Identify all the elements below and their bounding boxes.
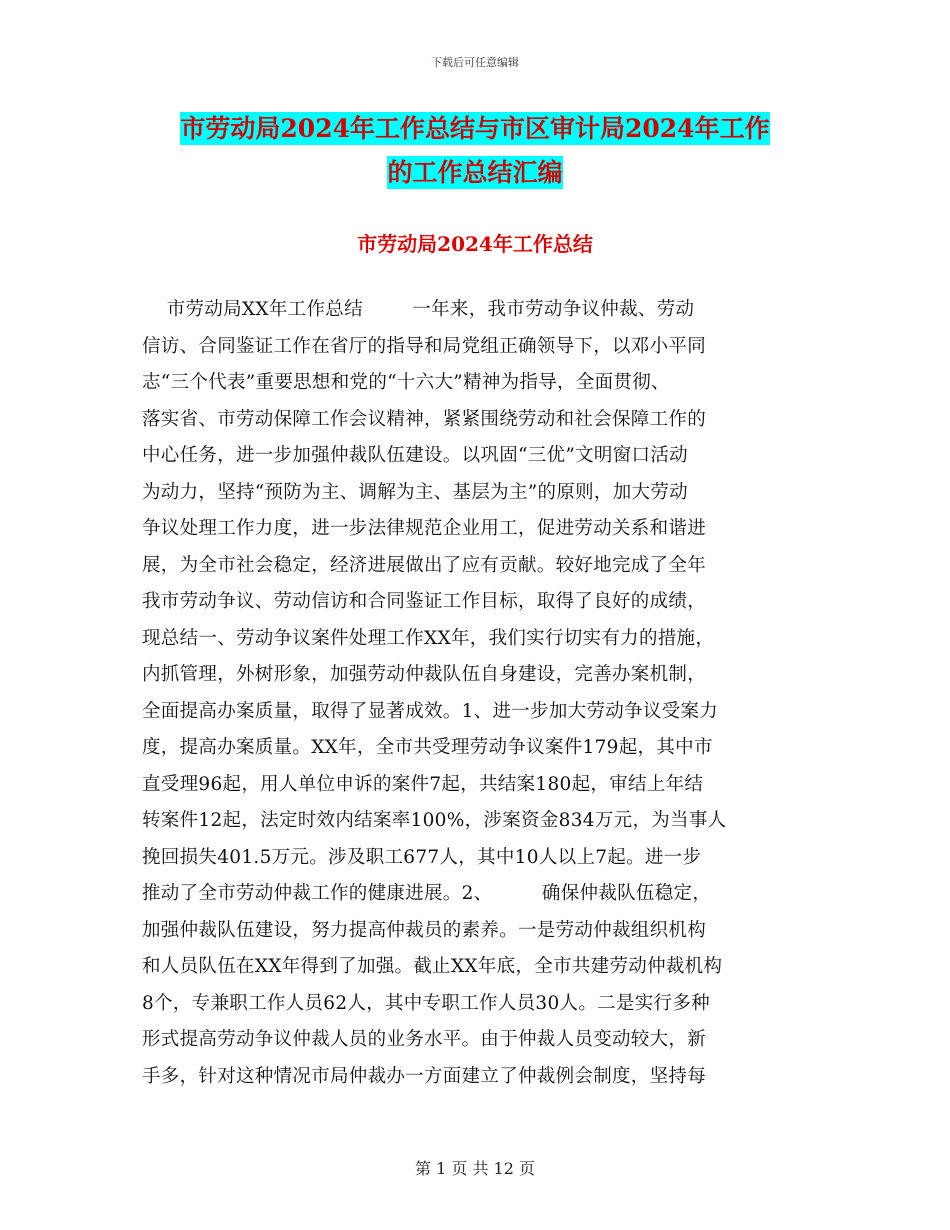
body-line: 挽回损失401.5万元。涉及职工677人，其中10人以上7起。进一步 bbox=[142, 846, 702, 868]
body-line: 直受理96起，用人单位申诉的案件7起，共结案180起，审结上年结 bbox=[142, 773, 704, 795]
page-footer: 第 1 页 共 12 页 bbox=[415, 1159, 535, 1178]
body-line: 现总结一、劳动争议案件处理工作XX年，我们实行切实有力的措施， bbox=[142, 627, 715, 649]
body-line: 市劳动局XX年工作总结 一年来，我市劳动争议仲裁、劳动 bbox=[142, 299, 695, 320]
document-title-text-1: 市劳动局2024年工作总结与市区审计局2024年工作 bbox=[180, 114, 770, 143]
document-title-line-1 bbox=[0, 116, 950, 141]
body-line: 信访、合同鉴证工作在省厅的指导和局党组正确领导下，以邓小平同 bbox=[142, 335, 707, 357]
body-line: 中心任务，进一步加强仲裁队伍建设。以巩固“三优”文明窗口活动 bbox=[142, 445, 688, 466]
body-line: 我市劳动争议、劳动信访和合同鉴证工作目标，取得了良好的成绩， bbox=[142, 591, 707, 612]
page-header: 下载后可任意编辑 bbox=[431, 56, 519, 69]
body-line: 落实省、市劳动保障工作会议精神，紧紧围绕劳动和社会保障工作的 bbox=[142, 408, 707, 430]
body-line: 志“三个代表”重要思想和党的“十六大”精神为指导，全面贯彻、 bbox=[142, 372, 670, 393]
body-line: 争议处理工作力度，进一步法律规范企业用工，促进劳动关系和谐进 bbox=[142, 518, 707, 539]
body-line: 内抓管理，外树形象，加强劳动仲裁队伍自身建设，完善办案机制， bbox=[142, 664, 707, 685]
body-line: 手多，针对这种情况市局仲裁办一方面建立了仲裁例会制度，坚持每 bbox=[142, 1065, 707, 1087]
body-line: 推动了全市劳动仲裁工作的健康进展。2、 确保仲裁队伍稳定， bbox=[142, 883, 712, 904]
document-title-text-2: 的工作总结汇编 bbox=[387, 158, 563, 187]
body-text bbox=[142, 292, 810, 1095]
body-line: 全面提高办案质量，取得了显著成效。1、进一步加大劳动争议受案力 bbox=[142, 700, 719, 722]
body-line: 8个，专兼职工作人员62人，其中专职工作人员30人。二是实行多种 bbox=[142, 992, 710, 1014]
body-line: 形式提高劳动争议仲裁人员的业务水平。由于仲裁人员变动较大，新 bbox=[142, 1029, 707, 1050]
document-title-line-2 bbox=[0, 160, 950, 185]
body-line: 和人员队伍在XX年得到了加强。截止XX年底，全市共建劳动仲裁机构 bbox=[142, 956, 723, 977]
body-line: 加强仲裁队伍建设，努力提高仲裁员的素养。一是劳动仲裁组织机构 bbox=[142, 919, 707, 941]
body-line: 度，提高办案质量。XX年，全市共受理劳动争议案件179起，其中市 bbox=[142, 737, 713, 758]
body-line: 为动力，坚持“预防为主、调解为主、基层为主”的原则，加大劳动 bbox=[142, 481, 688, 503]
body-line: 展，为全市社会稳定，经济进展做出了应有贡献。较好地完成了全年 bbox=[142, 554, 707, 576]
section-title: 市劳动局2024年工作总结 bbox=[357, 232, 593, 256]
body-line: 转案件12起，法定时效内结案率100%，涉案资金834万元，为当事人 bbox=[142, 810, 727, 831]
